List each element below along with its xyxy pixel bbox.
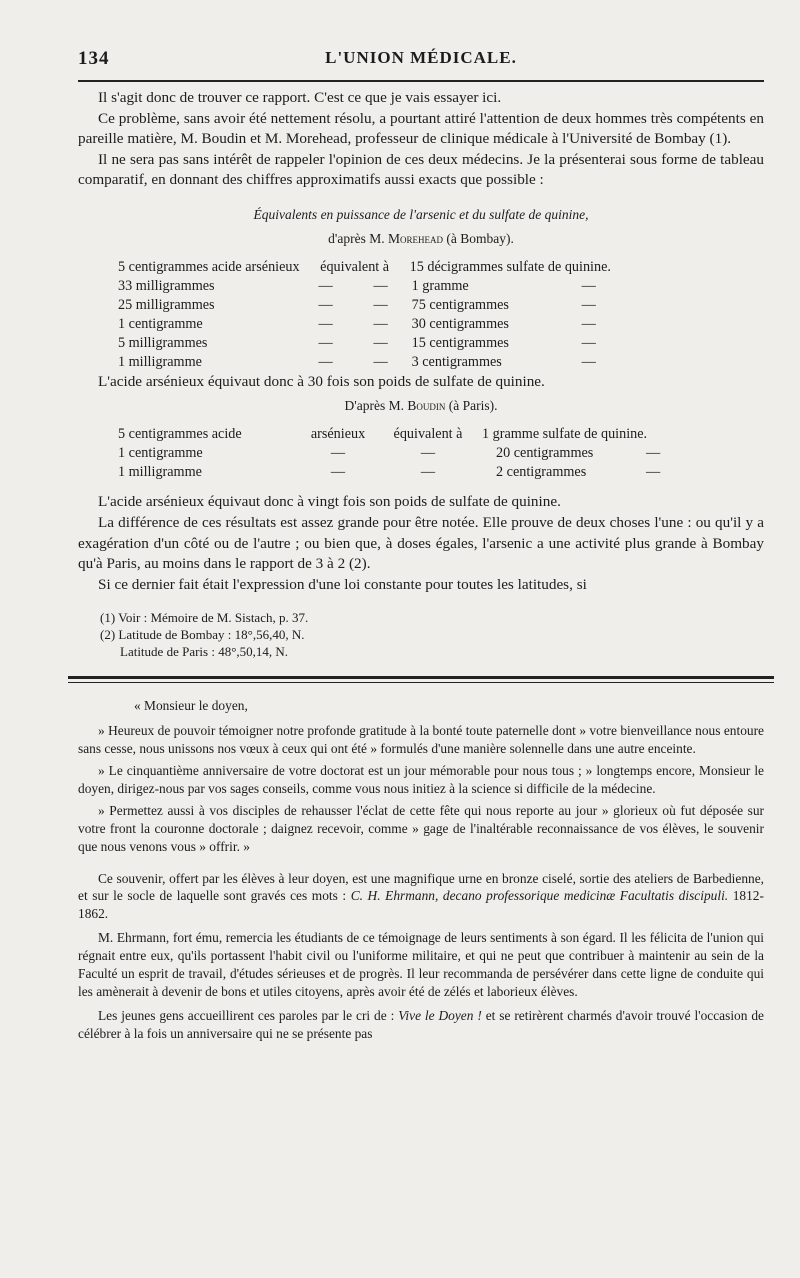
footnote-1: (1) Voir : Mémoire de M. Sistach, p. 37. bbox=[100, 610, 309, 626]
table-row: 1 centigramme — — 20 centigrammes — bbox=[118, 445, 661, 462]
table-row: 1 milligramme — — 2 centigrammes — bbox=[118, 464, 661, 481]
table-row: 1 milligramme — — 3 centigrammes — bbox=[118, 354, 596, 371]
author-name: Morehead bbox=[387, 230, 443, 246]
table-row: 5 centigrammes acide arsénieux équivalent à 15 décigrammes sulfate de quinine. bbox=[118, 259, 611, 276]
table1-source: d'après M. Morehead (à Bombay). bbox=[328, 230, 514, 246]
paragraph: Ce problème, sans avoir été nettement résolu, a pourtant attiré l'attention de deux hommes très compétents en pareille matière, M. Boudin et M. Morehead, professeur de clinique médicale à l'Université de Bombay (1). bbox=[78, 109, 764, 148]
cry: Vive le Doyen ! bbox=[398, 1007, 482, 1023]
article-body bbox=[78, 88, 764, 595]
speech-quote: » Permettez aussi à vos disciples de rehausser l'éclat de cette fête qui nous reporte au jour » glorieux où fut déposée sur votre front la couronne doctorale ; daignez recevoir, comme » gage de l'inaltérable reconnaissance de vos élèves, le souvenir que nous venons vous » offrir. » bbox=[78, 802, 764, 854]
speech-quote: » Heureux de pouvoir témoigner notre profonde gratitude à la bonté toute paternelle dont » votre bienveillance nous entoure sans cesse, nous unissons nos vœux à ceux qui ont été » formulés d'une manière solennelle dans une autre enceinte. bbox=[78, 723, 764, 757]
table2-conclusion: L'acide arsénieux équivaut donc à vingt fois son poids de sulfate de quinine. bbox=[98, 493, 561, 511]
paragraph: Les jeunes gens accueillirent ces paroles par le cri de : Vive le Doyen ! et se retirèrent charmés d'avoir trouvé l'occasion de célébrer à la fois un anniversaire qui ne se présente pas bbox=[78, 1007, 764, 1041]
table-row: 5 centigrammes acide arsénieux équivalent à 1 gramme sulfate de quinine. bbox=[118, 426, 648, 443]
table2-source: D'après M. Boudin (à Paris). bbox=[344, 397, 498, 413]
equivalence-table-boudin bbox=[118, 425, 660, 482]
paragraph: Ce souvenir, offert par les élèves à leur doyen, est une magnifique urne en bronze ciselé, sortie des ateliers de Barbedienne, et sur le socle de laquelle sont gravés ces mots : C. H. Ehrmann, decano professorique medicinæ Facultatis discipuli. 1812-1862. bbox=[78, 870, 764, 922]
speech-quote: » Le cinquantième anniversaire de votre doctorat est un jour mémorable pour nous tous ; » longtemps encore, Monsieur le doyen, dirigez-nous par vos sages conseils, comme vous nous initiez à la science si difficile de la médecine. bbox=[78, 763, 764, 796]
table1-conclusion: L'acide arsénieux équivaut donc à 30 fois son poids de sulfate de quinine. bbox=[98, 373, 545, 391]
page-header bbox=[78, 0, 764, 72]
footnote-2: (2) Latitude de Bombay : 18°,56,40, N. bbox=[100, 627, 305, 643]
page-number: 134 bbox=[78, 48, 110, 69]
footnote-2-continued: Latitude de Paris : 48°,50,14, N. bbox=[120, 644, 289, 660]
speech-section bbox=[78, 697, 764, 1042]
table-row: 33 milligrammes — — 1 gramme — bbox=[118, 278, 596, 295]
paragraph: La différence de ces résultats est assez grande pour être notée. Elle prouve de deux choses l'une : ou qu'il y a exagération d'un côté ou de l'autre ; ou bien que, à doses égales, l'arsenic a une activité plus grande à Bombay qu'à Paris, au moins dans le rapport de 3 à 2 (2). bbox=[78, 513, 764, 573]
table-row: 25 milligrammes — — 75 centigrammes — bbox=[118, 297, 596, 314]
paragraph: Si ce dernier fait était l'expression d'une loi constante pour toutes les latitudes, si bbox=[98, 575, 587, 593]
table-row: 5 milligrammes — — 15 centigrammes — bbox=[118, 335, 596, 352]
table-row: 1 centigramme — — 30 centigrammes — bbox=[118, 316, 596, 333]
header-rule bbox=[78, 80, 764, 82]
table-title: Équivalents en puissance de l'arsenic et du sulfate de quinine, bbox=[253, 206, 589, 222]
paragraph: M. Ehrmann, fort ému, remercia les étudiants de ce témoignage de leurs sentiments à son égard. Il les félicita de l'union qui régnait entre eux, qu'ils portassent l'habit civil ou l'uniforme militaire, et qui ne peut que contribuer à maintenir au sein de la Faculté un esprit de travail, d'études sérieuses et de progrès. Il leur recommanda de persévérer dans cette ligne de conduite qui les amènerait à devenir de bons et utiles citoyens, après avoir été de zélés et laborieux élèves. bbox=[78, 930, 764, 999]
inscription: C. H. Ehrmann, decano professorique medicinæ Facultatis discipuli. bbox=[350, 888, 729, 904]
running-title: L'UNION MÉDICALE. bbox=[325, 48, 517, 67]
paragraph: Il ne sera pas sans intérêt de rappeler l'opinion de ces deux médecins. Je la présenterai sous forme de tableau comparatif, en donnant des chiffres approximatifs aussi exacts que possible : bbox=[78, 150, 764, 189]
paragraph: Il s'agit donc de trouver ce rapport. C'est ce que je vais essayer ici. bbox=[98, 89, 502, 106]
author-name: Boudin bbox=[407, 397, 446, 413]
equivalence-table-morehead bbox=[118, 258, 611, 372]
section-separator bbox=[68, 676, 774, 683]
speech-opening: « Monsieur le doyen, bbox=[134, 698, 248, 714]
footnotes bbox=[100, 609, 764, 660]
